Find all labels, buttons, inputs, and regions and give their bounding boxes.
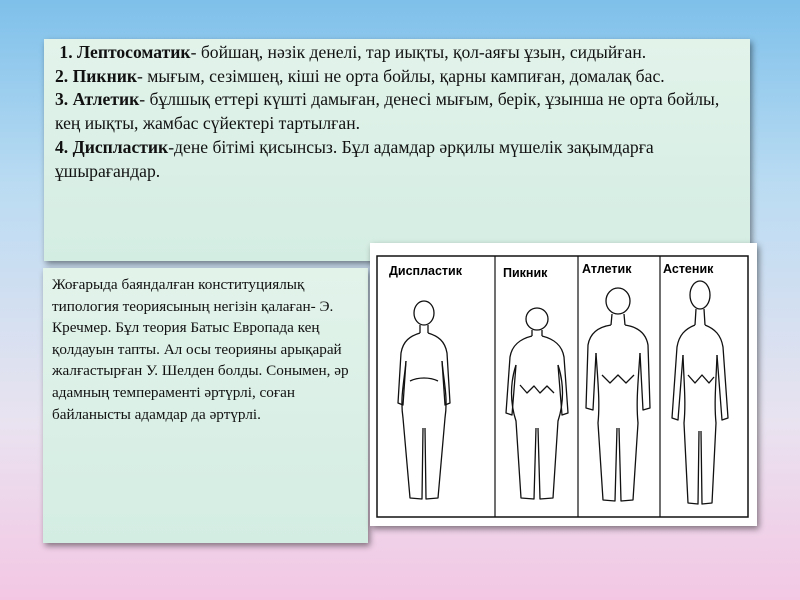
asthenic-left-side (683, 355, 699, 504)
type-4-name: Диспластик (72, 136, 169, 157)
body-types-figure (370, 243, 757, 526)
body-types-illustration (370, 243, 757, 526)
types-text-box (44, 39, 750, 261)
displastic-neck (420, 325, 428, 333)
athletic-torso (602, 375, 634, 383)
displastic-head (414, 301, 434, 325)
type-2-description: - мығым, сезімшең, кіші не орта бойлы, қарны кампиған, домалақ бас. (136, 65, 665, 86)
history-text: Жоғарыда баяндалған конституциялық типология теориясының негізін қалаған- Э. Кречмер. Бұл теория Батыс Европада кең қолдауын тапты. Ал осы теорияны арықарай жалғастырған У. Шелден болды. Сонымен, әр адамның темпераменті әртүрлі, соған байланысты адамдар да әртүрлі. (52, 276, 349, 423)
type-3-number: 3. (55, 89, 69, 110)
label-displastic: Диспластик (389, 264, 462, 278)
displastic-left-arm (398, 333, 420, 405)
asthenic-head (690, 281, 710, 309)
picnic-left-arm (506, 336, 532, 415)
asthenic-figure (672, 281, 728, 504)
displastic-right-arm (428, 333, 450, 405)
athletic-figure (586, 288, 650, 501)
type-2-name: Пикник (72, 65, 137, 86)
asthenic-torso (688, 375, 714, 383)
type-1-number: 1. (59, 42, 73, 62)
history-text-box (43, 268, 368, 543)
picnic-neck (532, 330, 542, 336)
picnic-belly (520, 385, 554, 393)
picnic-right-side (538, 365, 563, 499)
type-4-description: -дене бітімі қисынсыз. Бұл адамдар әрқилы мүшелік зақымдарға ұшырағандар. (55, 136, 654, 181)
label-athletic: Атлетик (582, 262, 632, 276)
picnic-head (526, 308, 548, 330)
label-asthenic: Астеник (663, 262, 714, 276)
picnic-figure (506, 308, 568, 499)
type-2-number: 2. (55, 65, 69, 86)
type-3-name: Атлетик (72, 89, 140, 110)
displastic-figure (398, 301, 450, 499)
displastic-chest (410, 378, 438, 381)
asthenic-neck (695, 309, 705, 325)
type-4-number: 4. (55, 136, 69, 157)
type-1-description: - бойшаң, нәзік денелі, тар иықты, қол-аяғы ұзын, сидыйған. (190, 42, 647, 62)
athletic-right-side (619, 353, 640, 501)
athletic-left-side (596, 353, 617, 501)
label-picnic: Пикник (503, 266, 548, 280)
type-item-4 (55, 136, 740, 183)
type-1-name: Лептосоматик (77, 42, 191, 62)
type-item-1 (55, 41, 740, 65)
athletic-neck (611, 314, 625, 325)
athletic-head (606, 288, 630, 314)
type-3-description: - бұлшық еттері күшті дамыған, денесі мығым, берік, ұзынша не орта бойлы, кең иықты, жамбас сүйектері тартылған. (55, 89, 720, 134)
type-item-2 (55, 65, 740, 89)
picnic-right-arm (542, 336, 568, 415)
picnic-left-side (512, 365, 537, 499)
type-item-3 (55, 88, 740, 135)
